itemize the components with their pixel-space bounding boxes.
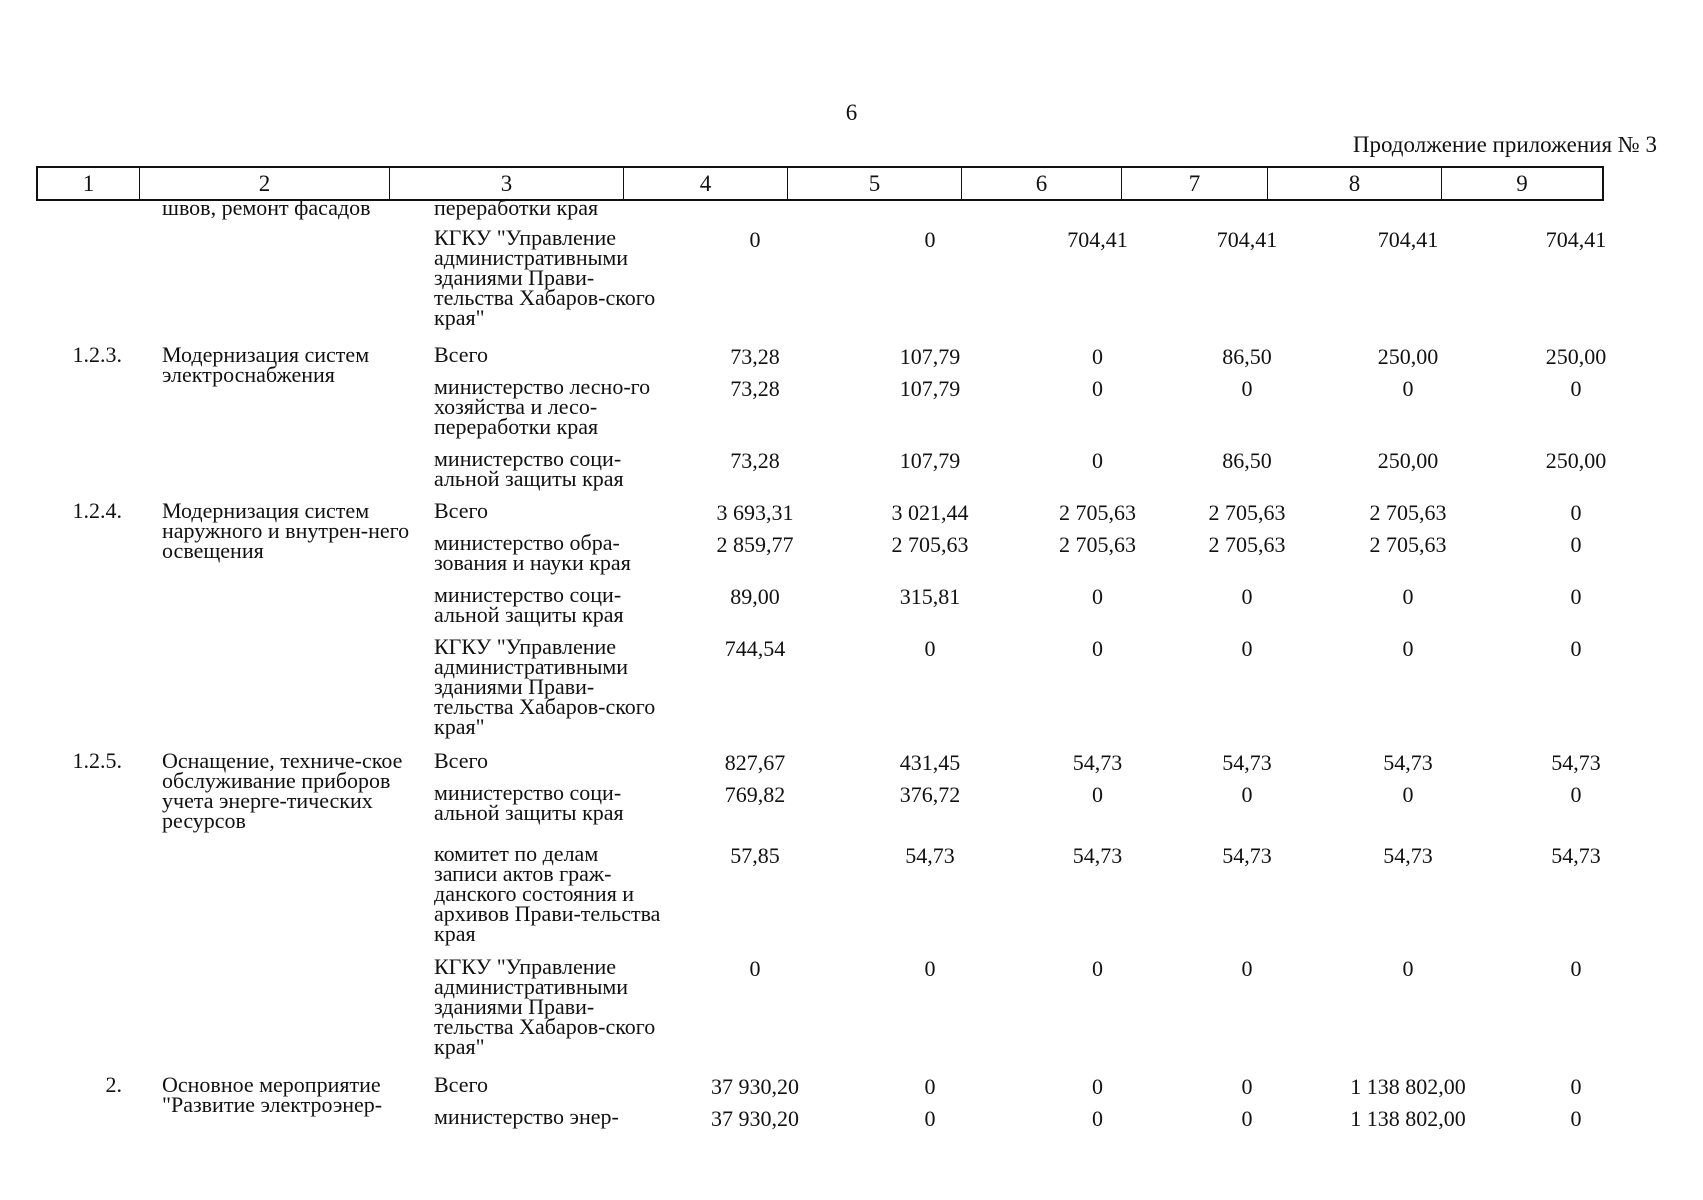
value-cell: 57,85 [730, 843, 780, 868]
value-cell: 86,50 [1222, 344, 1272, 369]
header-cell: 9 [1516, 171, 1528, 196]
value-cell: 250,00 [1377, 448, 1439, 473]
header-cell: 6 [962, 168, 1122, 199]
value-cell: 0 [1241, 376, 1253, 401]
value-cell: 54,73 [1551, 843, 1601, 868]
appendix-caption: Продолжение приложения № 3 [1352, 132, 1657, 157]
value-cell: 2 859,77 [716, 532, 794, 557]
value-cell: 0 [1402, 376, 1414, 401]
value-cell: 0 [1092, 782, 1103, 807]
value-cell: 315,81 [899, 584, 961, 609]
value-cell: 0 [1570, 1074, 1582, 1099]
executor-cell: КГКУ "Управление административными зданиями Прави-тельства Хабаров-ского края" [434, 225, 656, 330]
group-name: швов, ремонт фасадов [162, 195, 371, 220]
value-cell: 54,73 [1551, 750, 1601, 775]
value-cell: 54,73 [1222, 750, 1272, 775]
value-cell: 2 705,63 [1369, 532, 1447, 557]
value-cell: 2 705,63 [1059, 500, 1136, 525]
value-cell: 54,73 [1072, 843, 1123, 868]
value-cell: 0 [924, 227, 936, 252]
executor-cell: министерство лесно-го хозяйства и лесо-переработки края [434, 374, 651, 439]
executor-cell: министерство соци-альной защиты края [434, 582, 624, 627]
value-cell: 0 [1241, 956, 1253, 981]
value-cell: 0 [1092, 584, 1103, 609]
page-number: 6 [845, 100, 858, 125]
value-cell: 704,41 [1216, 227, 1278, 252]
value-cell: 3 693,31 [716, 500, 794, 525]
group-number: 2. [105, 1072, 122, 1097]
value-cell: 2 705,63 [1059, 532, 1136, 557]
value-cell: 0 [924, 1074, 936, 1099]
group-number: 1.2.4. [72, 498, 122, 523]
value-cell: 1 138 802,00 [1350, 1106, 1466, 1131]
value-cell: 54,73 [1383, 750, 1433, 775]
group-number: 1.2.3. [72, 342, 122, 367]
executor-cell: КГКУ "Управление административными зданиями Прави-тельства Хабаров-ского края" [434, 634, 656, 739]
value-cell: 89,00 [730, 584, 780, 609]
group-name: Оснащение, техниче-ское обслуживание приборов учета энерге-тических ресурсов [162, 748, 403, 833]
value-cell: 107,79 [899, 376, 961, 401]
value-cell: 3 021,44 [891, 500, 969, 525]
value-cell: 0 [924, 956, 936, 981]
group-number: 1.2.5. [72, 748, 122, 773]
executor-cell: комитет по делам записи актов граж-данского состояния и архивов Прави-тельства края [434, 841, 661, 946]
value-cell: 0 [1092, 448, 1103, 473]
value-cell: 0 [1570, 1106, 1582, 1131]
header-cell: 1 [38, 168, 140, 199]
value-cell: 2 705,63 [1369, 500, 1447, 525]
value-cell: 0 [1092, 636, 1103, 661]
group-name: Основное мероприятие "Развитие электроэнер- [162, 1072, 383, 1117]
value-cell: 0 [1402, 782, 1414, 807]
value-cell: 54,73 [1072, 750, 1123, 775]
value-cell: 73,28 [730, 448, 780, 473]
value-cell: 0 [1092, 956, 1103, 981]
header-cell: 7 [1122, 168, 1268, 199]
value-cell: 0 [1241, 782, 1253, 807]
value-cell: 54,73 [1383, 843, 1433, 868]
group-name: Модернизация систем наружного и внутрен-него освещения [162, 498, 410, 563]
header-cell: 3 [390, 168, 624, 199]
value-cell: 0 [1241, 636, 1253, 661]
value-cell: 704,41 [1545, 227, 1607, 252]
value-cell: 0 [924, 1106, 936, 1131]
value-cell: 0 [749, 227, 761, 252]
value-cell: 0 [1092, 1106, 1103, 1131]
executor-cell: Всего [434, 498, 488, 523]
value-cell: 0 [749, 956, 761, 981]
value-cell: 107,79 [899, 448, 961, 473]
value-cell: 0 [1570, 636, 1582, 661]
value-cell: 704,41 [1377, 227, 1439, 252]
value-cell: 54,73 [905, 843, 955, 868]
value-cell: 37 930,20 [711, 1106, 799, 1131]
value-cell: 0 [1570, 532, 1582, 557]
header-cell: 2 [140, 168, 390, 199]
value-cell: 86,50 [1222, 448, 1272, 473]
value-cell: 250,00 [1545, 344, 1607, 369]
value-cell: 1 138 802,00 [1350, 1074, 1466, 1099]
value-cell: 0 [1570, 584, 1582, 609]
value-cell: 107,79 [899, 344, 961, 369]
value-cell: 2 705,63 [1208, 500, 1286, 525]
executor-cell: министерство энер- [434, 1104, 619, 1129]
value-cell: 0 [1570, 376, 1582, 401]
value-cell: 769,82 [724, 782, 786, 807]
value-cell: 0 [1241, 584, 1253, 609]
value-cell: 2 705,63 [891, 532, 969, 557]
executor-cell: переработки края [434, 195, 599, 220]
header-cell: 5 [788, 168, 962, 199]
value-cell: 376,72 [899, 782, 961, 807]
value-cell: 73,28 [730, 344, 780, 369]
executor-cell: министерство соци-альной защиты края [434, 446, 624, 491]
executor-cell: министерство обра-зования и науки края [434, 530, 631, 575]
value-cell: 704,41 [1067, 227, 1128, 252]
value-cell: 0 [1092, 1074, 1103, 1099]
value-cell: 827,67 [724, 750, 786, 775]
value-cell: 0 [1092, 344, 1103, 369]
value-cell: 0 [1402, 956, 1414, 981]
value-cell: 250,00 [1545, 448, 1607, 473]
value-cell: 250,00 [1377, 344, 1439, 369]
value-cell: 431,45 [899, 750, 961, 775]
value-cell: 0 [1402, 636, 1414, 661]
executor-cell: КГКУ "Управление административными зданиями Прави-тельства Хабаров-ского края" [434, 954, 656, 1059]
executor-cell: Всего [434, 1072, 488, 1097]
value-cell: 0 [1570, 956, 1582, 981]
header-cell: 4 [624, 168, 788, 199]
value-cell: 2 705,63 [1208, 532, 1286, 557]
value-cell: 73,28 [730, 376, 780, 401]
group-name: Модернизация систем электроснабжения [162, 342, 370, 387]
value-cell: 0 [1092, 376, 1103, 401]
value-cell: 0 [1241, 1106, 1253, 1131]
value-cell: 37 930,20 [711, 1074, 799, 1099]
value-cell: 0 [924, 636, 936, 661]
value-cell: 0 [1570, 782, 1582, 807]
value-cell: 744,54 [724, 636, 786, 661]
executor-cell: министерство соци-альной защиты края [434, 780, 624, 825]
header-cell: 8 [1268, 168, 1442, 199]
value-cell: 0 [1570, 500, 1582, 525]
value-cell: 54,73 [1222, 843, 1272, 868]
value-cell: 0 [1402, 584, 1414, 609]
executor-cell: Всего [434, 342, 488, 367]
value-cell: 0 [1241, 1074, 1253, 1099]
executor-cell: Всего [434, 748, 488, 773]
